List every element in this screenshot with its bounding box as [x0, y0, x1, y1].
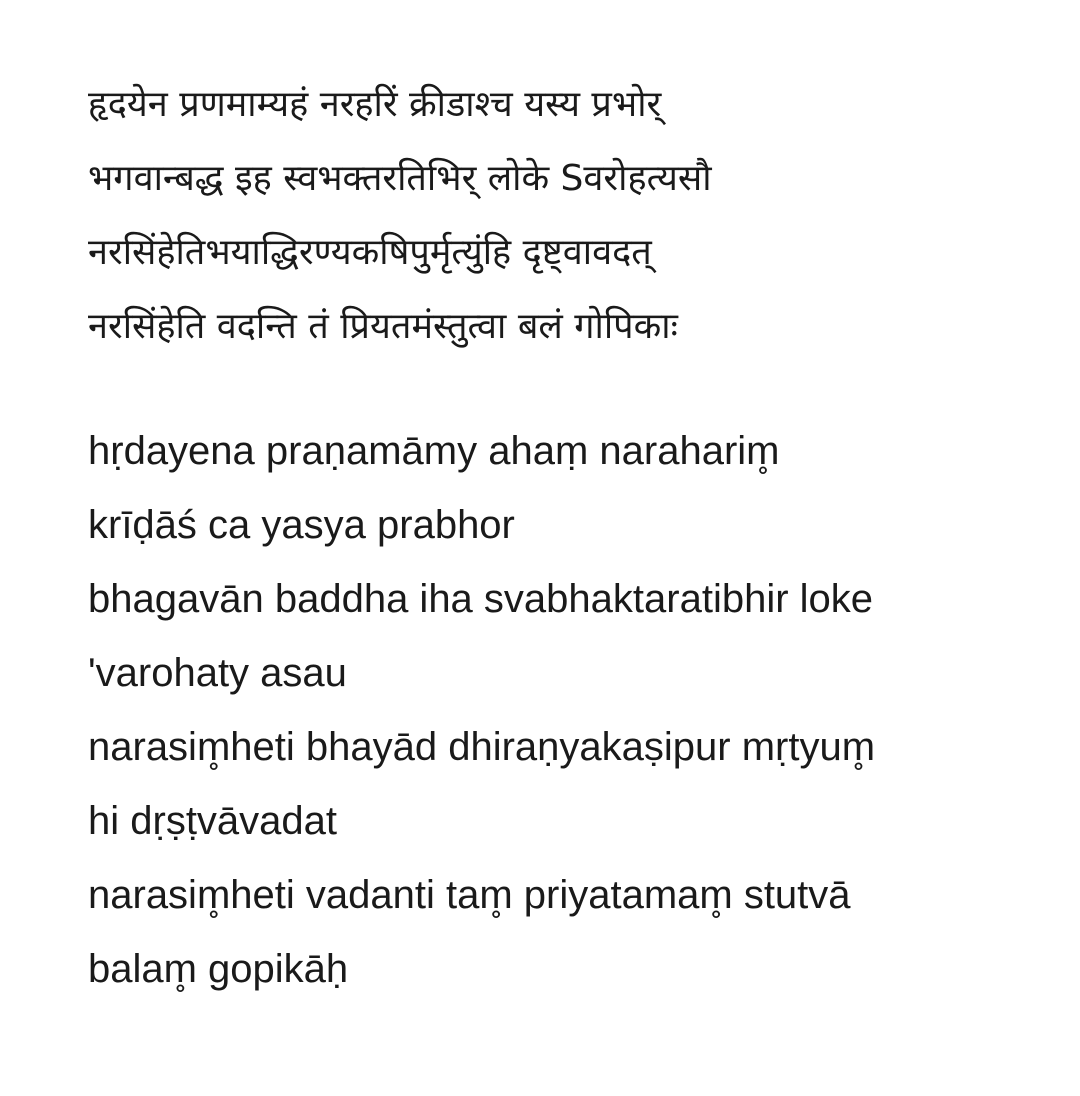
transliteration-line-2: krīḍāś ca yasya prabhor [88, 503, 515, 547]
transliteration-line-5: narasim̥heti bhayād dhiraṇyakaṣipur mṛtyum̥ [88, 725, 876, 769]
transliteration-line-8: balam̥ gopikāḥ [88, 947, 349, 991]
devanagari-verse [88, 68, 1048, 364]
transliteration-line-7: narasim̥heti vadanti tam̥ priyatamam̥ stutvā [88, 873, 851, 917]
devanagari-line-1: हृदयेन प्रणमाम्यहं नरहरिं क्रीडाश्च यस्य प्रभोर् [88, 84, 662, 125]
transliteration-line-6: hi dṛṣṭvāvadat [88, 799, 338, 843]
devanagari-line-4: नरसिंहेति वदन्ति तं प्रियतमंस्तुत्वा बलं गोपिकाः [88, 306, 678, 347]
devanagari-line-3: नरसिंहेतिभयाद्धिरण्यकषिपुर्मृत्युंहि दृष्ट्वावदत् [88, 232, 652, 273]
verse-page [88, 68, 1048, 1006]
transliteration-line-3: bhagavān baddha iha svabhaktaratibhir loke [88, 577, 874, 621]
transliteration-line-1: hṛdayena praṇamāmy ahaṃ naraharim̥ [88, 429, 780, 473]
devanagari-line-2: भगवान्बद्ध इह स्वभक्तरतिभिर् लोके Sवरोहत्यसौ [88, 158, 712, 199]
transliteration-line-4: 'varohaty asau [88, 651, 347, 695]
transliteration-verse [88, 414, 1048, 1006]
